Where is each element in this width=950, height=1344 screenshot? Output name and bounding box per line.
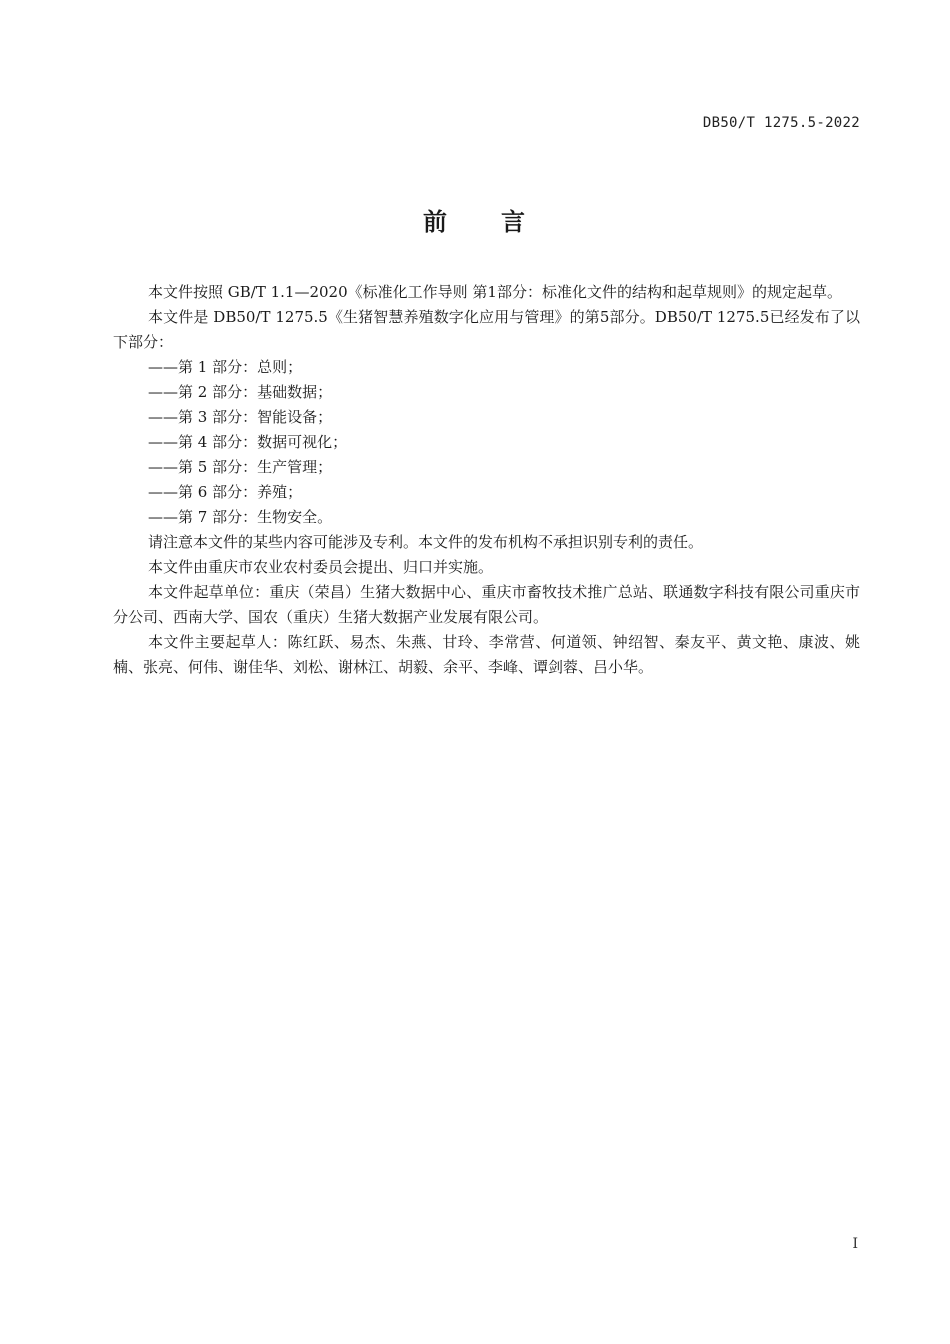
paragraph-series-intro: 本文件是 DB50/T 1275.5《生猪智慧养殖数字化应用与管理》的第5部分。DB50/T 1275.5已经发布了以下部分： xyxy=(113,308,860,351)
document-code: DB50/T 1275.5-2022 xyxy=(702,115,860,131)
list-item-part-1: ——第 1 部分：总则； xyxy=(148,358,303,376)
paragraph-proposer: 本文件由重庆市农业农村委员会提出、归口并实施。 xyxy=(148,558,494,576)
list-item-part-3: ——第 3 部分：智能设备； xyxy=(148,408,333,426)
title-char-2: 言 xyxy=(501,208,527,236)
page-number: I xyxy=(852,1236,858,1252)
paragraph-drafters: 本文件主要起草人：陈红跃、易杰、朱燕、甘玲、李常营、何道领、钟绍智、秦友平、黄文艳、康波、姚楠、张亮、何伟、谢佳华、刘松、谢林江、胡毅、余平、李峰、谭剑蓉、吕小华。 xyxy=(113,633,860,676)
list-item-part-2: ——第 2 部分：基础数据； xyxy=(148,383,333,401)
list-item-part-4: ——第 4 部分：数据可视化； xyxy=(148,433,348,451)
list-item-part-5: ——第 5 部分：生产管理； xyxy=(148,458,333,476)
paragraph-patent-note: 请注意本文件的某些内容可能涉及专利。本文件的发布机构不承担识别专利的责任。 xyxy=(148,533,704,551)
paragraph-drafting-rule: 本文件按照 GB/T 1.1—2020《标准化工作导则 第1部分：标准化文件的结构和起草规则》的规定起草。 xyxy=(148,283,842,301)
foreword-body xyxy=(113,280,860,680)
page-title xyxy=(0,202,950,237)
paragraph-drafting-units: 本文件起草单位：重庆（荣昌）生猪大数据中心、重庆市畜牧技术推广总站、联通数字科技有限公司重庆市分公司、西南大学、国农（重庆）生猪大数据产业发展有限公司。 xyxy=(113,583,860,626)
list-item-part-7: ——第 7 部分：生物安全。 xyxy=(148,508,333,526)
list-item-part-6: ——第 6 部分：养殖； xyxy=(148,483,303,501)
title-char-1: 前 xyxy=(423,208,449,236)
